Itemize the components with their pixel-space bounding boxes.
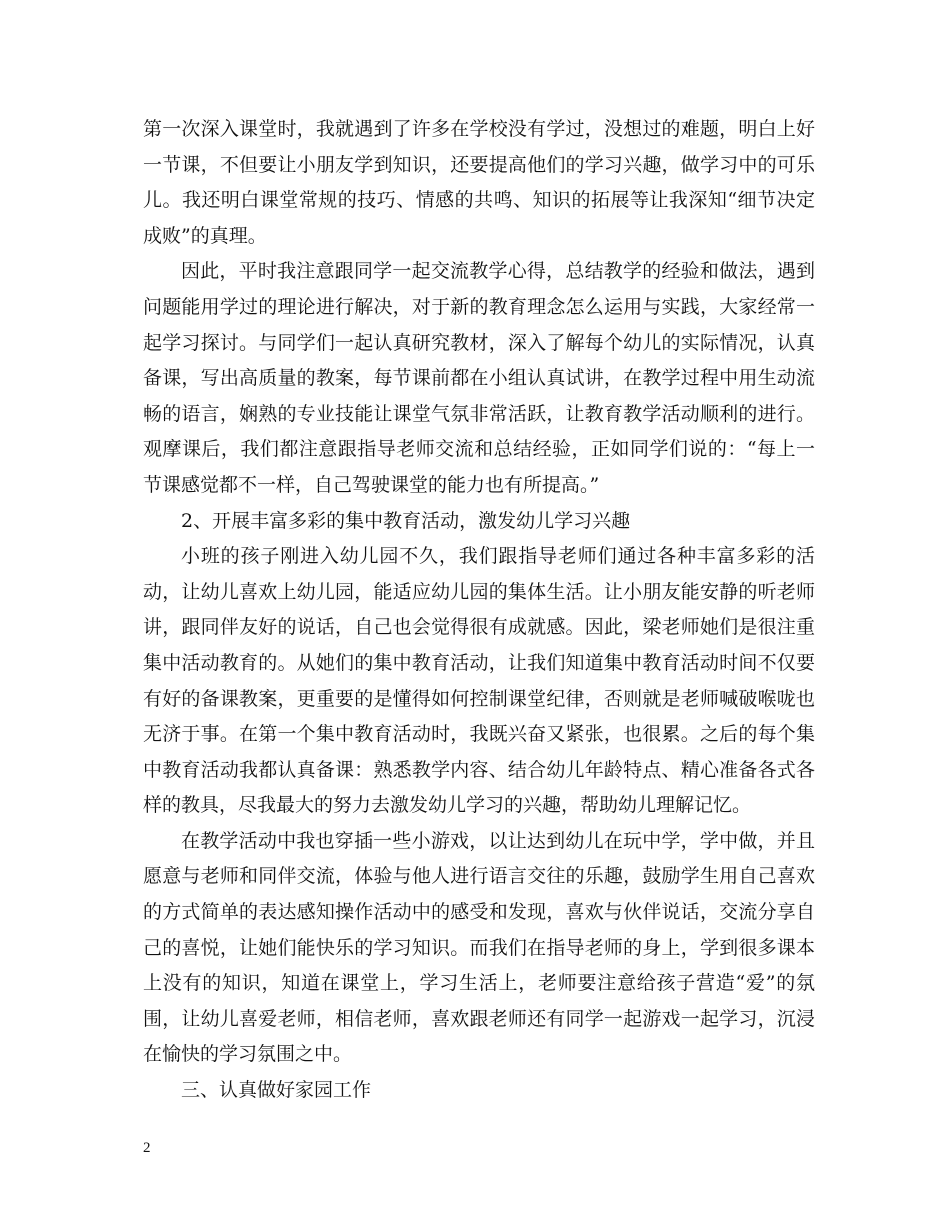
page-number: 2 [143, 1140, 151, 1156]
section-heading-3: 三、认真做好家园工作 [181, 1079, 372, 1102]
paragraph-group-activities: 小班的孩子刚进入幼儿园不久，我们跟指导老师们通过各种丰富多彩的活动，让幼儿喜欢上幼儿园，能适应幼儿园的集体生活。让小朋友能安静的听老师讲，跟同伴友好的说话，自己也会觉得很有成就感。因此，梁老师她们是很注重集中活动教育的。从她们的集中教育活动，让我们知道集中教育活动时间不仅要有好的备课教案，更重要的是懂得如何控制课堂纪律，否则就是老师喊破喉咙也无济于事。在第一个集中教育活动时，我既兴奋又紧张，也很累。之后的每个集中教育活动我都认真备课：熟悉教学内容、结合幼儿年龄特点、精心准备各式各样的教具，尽我最大的努力去激发幼儿学习的兴趣，帮助幼儿理解记忆。 [143, 545, 815, 817]
paragraph-games: 在教学活动中我也穿插一些小游戏，以让达到幼儿在玩中学，学中做，并且愿意与老师和同伴交流，体验与他人进行语言交往的乐趣，鼓励学生用自己喜欢的方式简单的表达感知操作活动中的感受和发现，喜欢与伙伴说话，交流分享自己的喜悦，让她们能快乐的学习知识。而我们在指导老师的身上，学到很多课本上没有的知识，知道在课堂上，学习生活上，老师要注意给孩子营造“爱”的氛围，让幼儿喜爱老师，相信老师，喜欢跟老师还有同学一起游戏一起学习，沉浸在愉快的学习氛围之中。 [143, 829, 815, 1066]
document-body [143, 112, 815, 1109]
paragraph-peer-learning: 因此，平时我注意跟同学一起交流教学心得，总结教学的经验和做法，遇到问题能用学过的理论进行解决，对于新的教育理念怎么运用与实践，大家经常一起学习探讨。与同学们一起认真研究教材，深入了解每个幼儿的实际情况，认真备课，写出高质量的教案，每节课前都在小组认真试讲，在教学过程中用生动流畅的语言，娴熟的专业技能让课堂气氛非常活跃，让教育教学活动顺利的进行。观摩课后，我们都注意跟指导老师交流和总结经验，正如同学们说的：“每上一节课感觉都不一样，自己驾驶课堂的能力也有所提高。” [143, 260, 815, 496]
section-heading-2: 2、开展丰富多彩的集中教育活动，激发幼儿学习兴趣 [181, 509, 631, 532]
paragraph-continuation: 第一次深入课堂时，我就遇到了许多在学校没有学过，没想过的难题，明白上好一节课，不但要让小朋友学到知识，还要提高他们的学习兴趣，做学习中的可乐儿。我还明白课堂常规的技巧、情感的共鸣、知识的拓展等让我深知“细节决定成败”的真理。 [143, 118, 815, 247]
